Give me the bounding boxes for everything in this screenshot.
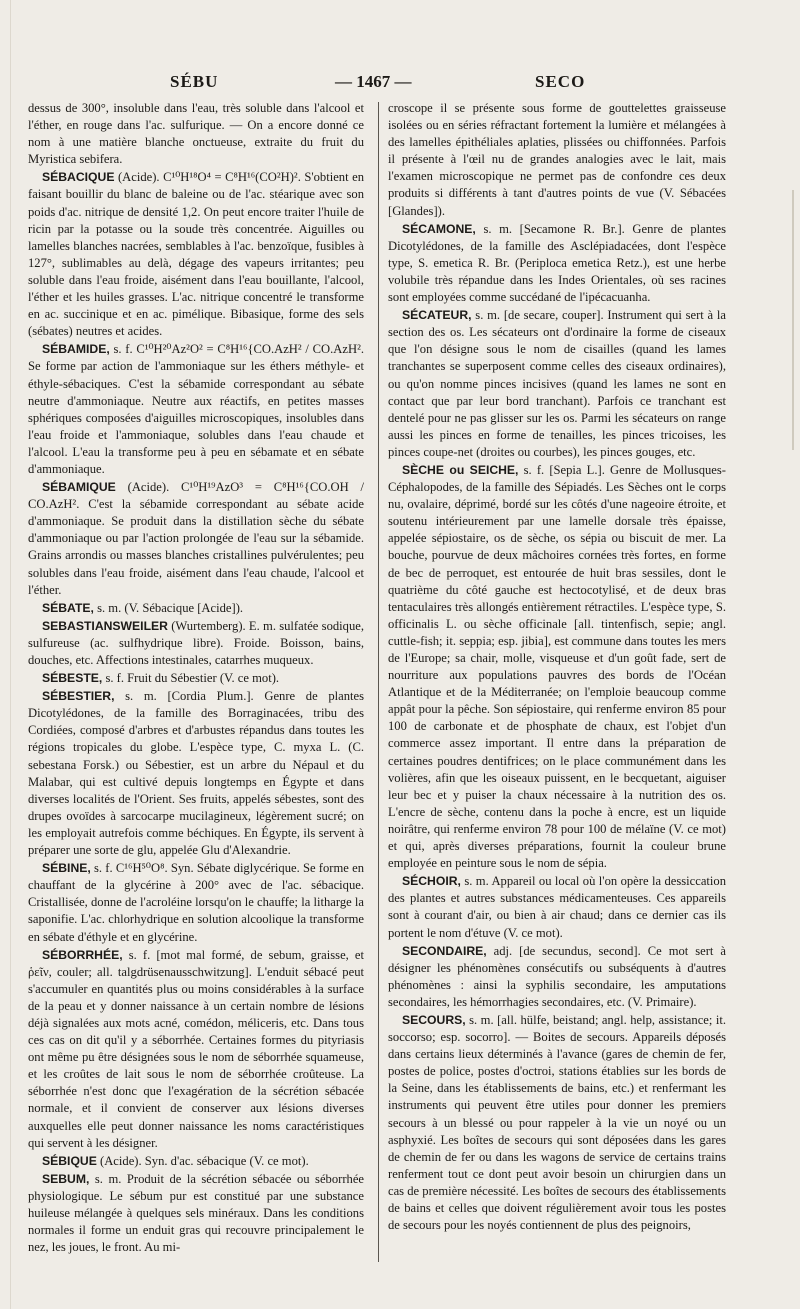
right-column xyxy=(388,100,726,1270)
dictionary-entry xyxy=(28,1153,364,1170)
entry-headword: SÉBESTE, xyxy=(42,671,103,686)
dictionary-entry xyxy=(388,307,726,461)
left-column xyxy=(28,100,364,1270)
dictionary-entry xyxy=(28,688,364,859)
entry-text: (Acide). C¹⁰H¹⁹AzO³ = C⁸H¹⁶{CO.OH / CO.AzH². C'est la sébamide correspondant au sébate acide d'ammoniaque. Se produit dans la distillation sèche du sébate d'ammoniaque ou par l'action prolongée de l'eau sur la sébamide. Grains arrondis ou masses blanches cristallines pulvérulentes; peu solubles dans l'eau froide, aisément dans l'eau chaude, l'alcool et l'éther. xyxy=(28,480,364,597)
dictionary-entry xyxy=(28,479,364,599)
entry-headword: SÈCHE ou SEICHE, xyxy=(402,462,519,477)
entry-headword: SEBASTIANSWEILER xyxy=(42,618,168,633)
margin-mark xyxy=(792,190,794,450)
entry-text: adj. [de secundus, second]. Ce mot sert à désigner les phénomènes consécutifs ou subséquents à d'autres phénomènes : ainsi la syphilis secondaire, les amputations secondaires, les hémorrhagies secondaires, etc. (V. Primaire). xyxy=(388,943,726,1009)
dictionary-entry xyxy=(388,221,726,306)
entry-headword: SÉBACIQUE xyxy=(42,170,115,185)
dictionary-entry xyxy=(28,100,364,168)
entry-text: (Acide). C¹⁰H¹⁸O⁴ = C⁸H¹⁶(CO²H)². S'obtient en faisant bouillir du blanc de baleine ou de l'ac. stéarique avec son poids d'ac. nitrique de densité 1,2. On peut encore traiter l'huile de ricin par la potasse ou la soude très concentrée. Aiguilles ou lamelles blanches nacrées, semblables à l'ac. benzoïque, fusibles à 127°, sublimables au delà, dégage des vapeurs irritantes; peu soluble dans l'eau froide, aisément dans l'eau bouillante, l'alcool, l'éther et les huiles grasses. L'ac. nitrique concentré le transforme en ac. succinique et en ac. pimélique. Bibasique, forme des sels (sébates) neutres et acides. xyxy=(28,170,364,339)
entry-text: s. m. [Secamone R. Br.]. Genre de plantes Dicotylédones, de la famille des Asclépiadacées, dont l'espèce type, S. emetica R. Br. (Periploca emetica Retz.), est une herbe volubile très répandue dans les Indes Orientales, où ses racines sont employées comme succédané de l'ipécacuanha. xyxy=(388,221,726,305)
entry-text: (Acide). Syn. d'ac. sébacique (V. ce mot). xyxy=(100,1153,309,1168)
running-header xyxy=(150,72,670,94)
entry-headword: SÉBAMIDE, xyxy=(42,342,110,357)
entry-text: dessus de 300°, insoluble dans l'eau, très soluble dans l'alcool et l'éther, en rouge dans l'ac. sulfurique. — On a encore donné ce nom à une matière blanche onctueuse, extraite du fruit du Myristica sebifera. xyxy=(28,101,364,167)
entry-text: croscope il se présente sous forme de gouttelettes graisseuse isolées ou en séries réfractant fortement la lumière et mélangées à des lamelles épithéliales aplaties, plissées ou chiffonnées. Parfois il présente à l'œil nu de grandes analogies avec le lait, mais l'examen microscopique ne permet pas de confondre ces deux produits si différents à tant d'autres points de vue (V. Sébacées [Glandes]). xyxy=(388,101,726,218)
entry-headword: SÉBORRHÉE, xyxy=(42,947,123,962)
dictionary-entry xyxy=(388,873,726,941)
dictionary-entry xyxy=(388,1012,726,1234)
dictionary-entry xyxy=(388,100,726,220)
entry-headword: SÉBINE, xyxy=(42,861,91,876)
entry-text: s. f. C¹⁰H²⁰Az²O² = C⁸H¹⁶{CO.AzH² / CO.AzH². Se forme par action de l'ammoniaque sur les éthers méthyle- et éthyle-sébaciques. C'est la sébamide correspondant au sébate neutre d'ammoniaque. Neutre aux réactifs, en petites masses sphériques composées d'aiguilles microscopiques, insolubles dans l'eau froide et l'ammoniaque, solubles dans l'eau chaude et l'alcool. L'eau la transforme peu à peu en sébamate et en sébate d'ammoniaque. xyxy=(28,342,364,476)
dictionary-entry xyxy=(28,618,364,669)
entry-headword: SÉCATEUR, xyxy=(402,308,472,323)
entry-headword: SÉCHOIR, xyxy=(402,874,461,889)
entry-headword: SÉBESTIER, xyxy=(42,689,115,704)
dictionary-entry xyxy=(28,1171,364,1256)
dictionary-entry xyxy=(28,947,364,1152)
dictionary-entry xyxy=(388,462,726,872)
dictionary-entry xyxy=(28,600,364,617)
dictionary-entry xyxy=(28,670,364,687)
dictionary-entry xyxy=(388,943,726,1011)
dictionary-entry xyxy=(28,341,364,478)
header-right-guideword: SECO xyxy=(535,72,586,91)
entry-text: s. f. Fruit du Sébestier (V. ce mot). xyxy=(105,671,280,686)
entry-headword: SECOURS, xyxy=(402,1012,466,1027)
entry-headword: SECONDAIRE, xyxy=(402,943,487,958)
entry-headword: SÉBIQUE xyxy=(42,1153,97,1168)
entry-text: (Wurtemberg). E. m. sulfatée sodique, sulfureuse (ac. sulfhydrique libre). Froide. Boisson, bains, douches, etc. Affections intestinales, catarrhes muqueux. xyxy=(28,618,364,667)
entry-headword: SEBUM, xyxy=(42,1171,90,1186)
entry-text: s. m. Appareil ou local où l'on opère la dessiccation des plantes et autres substances médicamenteuses. Ces appareils sont à courant d'air, ou bien à air chaud; dans ce dernier cas ils portent le nom d'étuve (V. ce mot). xyxy=(388,874,726,940)
entry-text: s. m. Produit de la sécrétion sébacée ou séborrhée physiologique. Le sébum pur est constitué par une substance huileuse mélangée à quelques sels minéraux. Dans les conditions normales il forme un enduit gras qui recouvre principalement le nez, les joues, le front. Au mi- xyxy=(28,1171,364,1255)
page-edge-shadow xyxy=(10,0,11,1309)
header-left-guideword: SÉBU xyxy=(170,72,219,91)
column-divider xyxy=(378,102,379,1262)
entry-text: s. f. [mot mal formé, de sebum, graisse, et ῥεῖν, couler; all. talgdrüsenausschwitzung]. L'enduit sébacé peut s'accumuler en quantités plus ou moins considérables à la surface de la peau et y donner naissance à un certain nombre de lésions déjà signalées aux mots acné, comédon, méliceris, etc. Dans tous ces cas on dit qu'il y a séborrhée. Certaines formes du pityriasis ont même pu être désignées sous le nom de séborrhée squameuse, et les croûtes de lait sous le nom de séborrhée croûteuse. La séborrhée n'est donc que l'exagération de la sécrétion sébacée normale, et il convient de conserver aux lésions diverses auxquelles elle peut donner naissance les noms caractéristiques qui servent à les désigner. xyxy=(28,947,364,1150)
entry-text: s. m. [Cordia Plum.]. Genre de plantes Dicotylédones, de la famille des Borraginacées, tribu des Cordiées, composé d'arbres et d'arbustes répandus dans toutes les régions tropicales du globe. L'espèce type, C. myxa L. (C. sebestana Forsk.) ou Sébestier, est un arbre du Népaul et du Malabar, qui est cultivé depuis longtemps en Égypte et dans diverses localités de l'Orient. Ses fruits, appelés sébestes, sont des drupes ovoïdes à sarcocarpe mucilagineux, légèrement sucré; on les employait autrefois comme béchiques. En Égypte, ils servent à préparer une sorte de glu, appelée Glu d'Alexandrie. xyxy=(28,689,364,858)
entry-headword: SÉBAMIQUE xyxy=(42,480,116,495)
entry-headword: SÉCAMONE, xyxy=(402,221,476,236)
page-number: — 1467 — xyxy=(335,72,412,91)
entry-text: s. m. [de secare, couper]. Instrument qui sert à la section des os. Les sécateurs ont d'ordinaire la forme de ciseaux que l'on désigne sous le nom de cisailles (quand les lames tranchantes se superposent comme celles des ciseaux ordinaires), ou qu'on nomme pinces incisives (quand les lames ne sont en contact que par leur bord tranchant). Parfois ce tranchant est dentelé pour ne pas glisser sur les os. Parmi les sécateurs on range aussi les pinces en forme de tenailles, les pinces tricoises, les pinces coupe-net (droites ou courbes), les pinces gouges, etc. xyxy=(388,308,726,459)
dictionary-entry xyxy=(28,169,364,340)
entry-text: s. f. [Sepia L.]. Genre de Mollusques-Céphalopodes, de la famille des Sépiadés. Les Sèches ont le corps nu, ovalaire, déprimé, bordé sur les côtés d'une nageoire étroite, et soutenu intérieurement par une lamelle dorsale très épaisse, appelée sépiostaire, os de sèche, os sépia ou biscuit de mer. La bouche, pourvue de deux mâchoires cornées très fortes, en forme de bec de perroquet, est entourée de huit bras sessiles, dont le quatrième du côté gauche est hectocotylisé, et de deux bras tentaculaires très allongés entièrement rétractiles. L'espèce type, S. officinalis L. ou sèche officinale [all. tintenfisch, sepie; angl. cuttle-fish; it. seppia; esp. jibia], est commune dans toutes les mers de l'Europe; sa chair, molle, visqueuse et d'un goût fade, sert de nourriture aux populations pauvres des bords de l'Océan Atlantique et de la Méditerranée; on l'emploie beaucoup comme appât pour la pêche. Son sépiostaire, qui renferme environ 85 pour 100 de carbonate et de phosphate de chaux, est l'objet d'un commerce assez important. Il entre dans la préparation de certaines poudres dentifrices; on le place communément dans les volières, afin que les oiseaux puissent, en le becquetant, aiguiser leur bec et y puiser la chaux nécessaire à la nutrition des os. L'encre de sèche, contenu dans la poche à encre, est un liquide noirâtre, qui renferme environ 78 pour 100 de mélaïne (V. ce mot) et qui, après diverses préparations, fournit la couleur brune employée en peinture sous le nom de sépia. xyxy=(388,462,726,871)
dictionary-entry xyxy=(28,860,364,945)
entry-text: s. m. [all. hülfe, beistand; angl. help, assistance; it. soccorso; esp. socorro]. — Boites de secours. Appareils déposés dans certains lieux déterminés à l'avance (gares de chemin de fer, postes de police, postes d'octroi, stations établies sur les bords de la Seine, dans les établissements de bains, etc.) et renfermant les instruments qui peuvent être utiles pour donner les premiers secours à un blessé ou pour rappeler à la vie un noyé ou un asphyxié. Les boîtes de secours qui sont déposées dans les gares de chemin de fer ou dans les wagons de service de certains trains renferment tout ce dont peut avoir besoin un chirurgien dans un cas de première nécessité. Les boîtes de secours des établissements de bains et celles que doivent régulièrement avoir tous les postes de secours pour les noyés contiennent de plus des peignoirs, xyxy=(388,1012,726,1233)
entry-text: s. f. C¹⁶H⁵⁰O⁸. Syn. Sébate diglycérique. Se forme en chauffant de la glycérine à 200° avec de l'ac. sébacique. Cristallisée, donne de l'acroléine lorsqu'on le chauffe; la litharge la saponifie. L'ac. chlorhydrique en solution alcoolique la transforme en sébate d'éthyle et en glycérine. xyxy=(28,861,364,944)
entry-text: s. m. (V. Sébacique [Acide]). xyxy=(97,600,244,615)
entry-headword: SÉBATE, xyxy=(42,600,94,615)
